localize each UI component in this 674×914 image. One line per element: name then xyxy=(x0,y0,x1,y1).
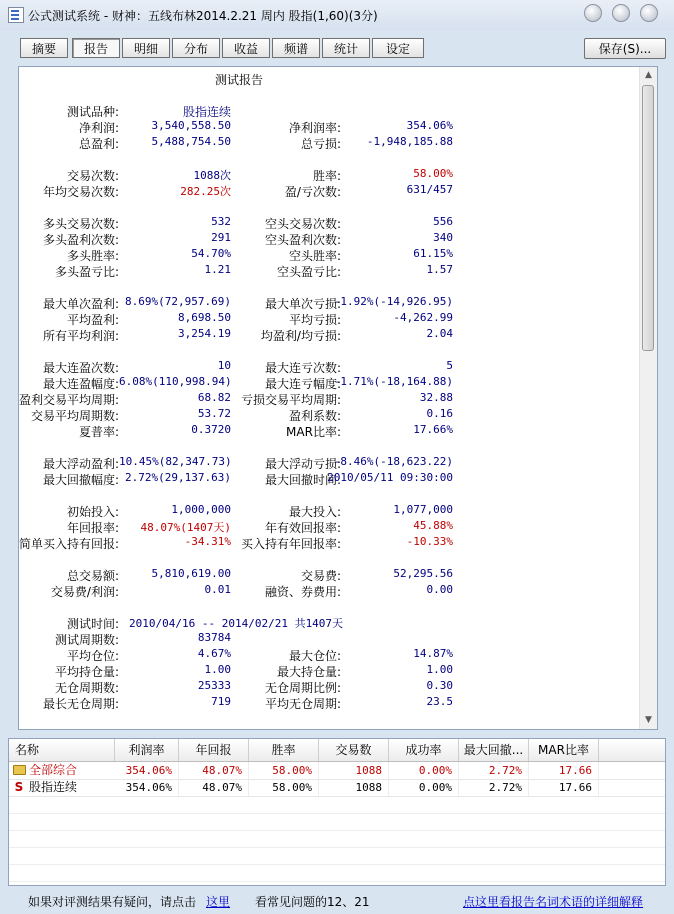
report-label: 交易费: xyxy=(300,569,341,583)
table-cell: 17.66 xyxy=(529,762,599,779)
report-label: 最大仓位: xyxy=(288,649,341,663)
report-value: 0.3720 xyxy=(191,423,231,436)
report-label: 多头交易次数: xyxy=(42,217,119,231)
report-label: 交易次数: xyxy=(66,169,119,183)
report-value: 61.15% xyxy=(413,247,453,260)
report-value: 0.00 xyxy=(426,583,453,596)
report-label: 平均仓位: xyxy=(66,649,119,663)
table-cell: 2.72% xyxy=(459,762,529,779)
report-label: 最大连亏次数: xyxy=(264,361,341,375)
report-value: 282.25次 xyxy=(180,185,231,198)
table-cell: 17.66 xyxy=(529,779,599,796)
report-value: 5 xyxy=(446,359,453,372)
report-value: 719 xyxy=(211,695,231,708)
report-label: 总盈利: xyxy=(78,137,119,151)
report-value: 10 xyxy=(217,359,231,372)
report-label: 均盈利/均亏损: xyxy=(260,329,341,343)
table-cell: 2.72% xyxy=(459,779,529,796)
report-value: 291 xyxy=(211,231,231,244)
table-cell: 0.00% xyxy=(389,762,459,779)
report-label: 简单买入持有回报: xyxy=(19,537,120,551)
table-cell: 354.06% xyxy=(115,779,179,796)
report-label: 最大投入: xyxy=(288,505,341,519)
report-label: 盈利系数: xyxy=(288,409,341,423)
report-value: 52,295.56 xyxy=(393,567,453,580)
grid-line xyxy=(9,813,665,814)
tab-summary[interactable]: 摘要 xyxy=(20,38,68,58)
report-label: 无仓周期数: xyxy=(54,681,119,695)
report-value: 17.66% xyxy=(413,423,453,436)
report-value: 5,810,619.00 xyxy=(151,567,231,580)
report-value: 2.04 xyxy=(426,327,453,340)
table-cell: 354.06% xyxy=(115,762,179,779)
here-link[interactable]: 这里 xyxy=(206,895,231,909)
report-value: 3,254.19 xyxy=(178,327,231,340)
report-value: 354.06% xyxy=(406,119,453,132)
save-button[interactable]: 保存(S)... xyxy=(584,38,666,59)
report-label: 最大回撤幅度: xyxy=(42,473,119,487)
report-value: 4.67% xyxy=(197,647,231,660)
row-name: 股指连续 xyxy=(29,780,78,794)
report-value: 1.00 xyxy=(426,663,453,676)
report-label: 净利润率: xyxy=(288,121,341,135)
report-value: -10.33% xyxy=(406,535,453,548)
table-cell: 48.07% xyxy=(179,762,249,779)
report-label: 最大连盈幅度: xyxy=(42,377,119,391)
report-value: 1.00 xyxy=(204,663,231,676)
report-value: 532 xyxy=(211,215,231,228)
report-label: 最大回撤时间: xyxy=(264,473,341,487)
report-label: 交易费/利润: xyxy=(50,585,119,599)
report-label: 最大单次亏损: xyxy=(264,297,341,311)
report-label: 测试品种: xyxy=(66,105,119,119)
report-label: 交易平均周期数: xyxy=(30,409,119,423)
report-label: 空头盈利次数: xyxy=(264,233,341,247)
report-title: 测试报告 xyxy=(214,73,263,87)
scroll-down-icon[interactable]: ▼ xyxy=(645,715,652,725)
col-success-rate[interactable]: 成功率 xyxy=(389,739,459,761)
report-value: 2010/05/11 09:30:00 xyxy=(327,471,453,484)
col-name[interactable]: 名称 xyxy=(9,739,115,761)
report-value: 23.5 xyxy=(426,695,453,708)
table-row[interactable] xyxy=(9,779,665,797)
report-label: 夏普率: xyxy=(78,425,119,439)
tab-distribution[interactable]: 分布 xyxy=(172,38,220,58)
report-value: 58.00% xyxy=(413,167,453,180)
report-label: 最长无仓周期: xyxy=(42,697,119,711)
table-cell: 1088 xyxy=(319,762,389,779)
report-label: 总交易额: xyxy=(66,569,119,583)
faq-text: 看常见问题的12、21 xyxy=(255,895,370,909)
report-label: 多头胜率: xyxy=(66,249,119,263)
report-label: 总亏损: xyxy=(300,137,341,151)
col-trades[interactable]: 交易数 xyxy=(319,739,389,761)
report-value: 2010/04/16 -- 2014/02/21 共1407天 xyxy=(129,617,344,630)
col-win-rate[interactable]: 胜率 xyxy=(249,739,319,761)
grid-line xyxy=(9,830,665,831)
title-bar xyxy=(0,0,674,30)
footer xyxy=(0,888,674,914)
report-value: -4,262.99 xyxy=(393,311,453,324)
report-value: -1,948,185.88 xyxy=(366,135,453,148)
report-value: 54.70% xyxy=(191,247,231,260)
report-value: 股指连续 xyxy=(182,105,231,119)
table-cell: 48.07% xyxy=(179,779,249,796)
table-cell: 0.00% xyxy=(389,779,459,796)
report-label: 初始投入: xyxy=(66,505,119,519)
grid-line xyxy=(9,847,665,848)
report-label: 盈/亏次数: xyxy=(284,185,341,199)
table-cell: 58.00% xyxy=(249,762,319,779)
report-value: 1.21 xyxy=(204,263,231,276)
report-value: 1088次 xyxy=(193,169,231,182)
tab-income[interactable]: 收益 xyxy=(222,38,270,58)
maximize-button[interactable] xyxy=(612,4,630,22)
report-label: 年均交易次数: xyxy=(42,185,119,199)
report-value: -8.46%(-18,623.22) xyxy=(333,455,453,468)
report-value: 45.88% xyxy=(413,519,453,532)
col-mar-ratio[interactable]: MAR比率 xyxy=(529,739,599,761)
report-value: 32.88 xyxy=(419,391,453,404)
report-label: 胜率: xyxy=(312,169,341,183)
report-value: 48.07%(1407天) xyxy=(140,521,231,534)
report-label: 无仓周期比例: xyxy=(264,681,341,695)
grid-header xyxy=(9,739,665,762)
footer-prompt: 如果对评测结果有疑问，请点击 xyxy=(28,895,197,909)
grid-line xyxy=(9,881,665,882)
report-label: 测试时间: xyxy=(66,617,119,631)
report-value: 83784 xyxy=(197,631,231,644)
app-icon xyxy=(8,7,24,23)
report-value: 340 xyxy=(433,231,453,244)
report-label: 空头盈亏比: xyxy=(276,265,341,279)
report-value: 1.57 xyxy=(426,263,453,276)
report-label: 多头盈亏比: xyxy=(54,265,119,279)
table-cell: 58.00% xyxy=(249,779,319,796)
report-label: 平均亏损: xyxy=(288,313,341,327)
report-value: 1,000,000 xyxy=(171,503,231,516)
report-panel xyxy=(18,66,658,730)
report-label: 平均盈利: xyxy=(66,313,119,327)
report-label: 多头盈利次数: xyxy=(42,233,119,247)
report-value: -1.71%(-18,164.88) xyxy=(333,375,453,388)
report-value: 2.72%(29,137.63) xyxy=(125,471,231,484)
report-label: 平均无仓周期: xyxy=(264,697,341,711)
report-value: 631/457 xyxy=(406,183,453,196)
report-label: 最大持仓量: xyxy=(276,665,341,679)
report-value: -1.92%(-14,926.95) xyxy=(333,295,453,308)
results-grid xyxy=(8,738,666,886)
table-row[interactable] xyxy=(9,762,665,780)
table-cell: 1088 xyxy=(319,779,389,796)
tab-settings[interactable]: 设定 xyxy=(372,38,424,58)
report-value: 68.82 xyxy=(197,391,231,404)
close-button[interactable] xyxy=(640,4,658,22)
report-value: -34.31% xyxy=(184,535,231,548)
tab-detail[interactable]: 明细 xyxy=(122,38,170,58)
report-label: 融资、券费用: xyxy=(264,585,341,599)
report-value: 0.01 xyxy=(204,583,231,596)
report-value: 53.72 xyxy=(197,407,231,420)
row-name: 全部综合 xyxy=(29,763,78,777)
report-label: 平均持仓量: xyxy=(54,665,119,679)
report-label: 亏损交易平均周期: xyxy=(240,393,341,407)
report-label: 最大连亏幅度: xyxy=(264,377,341,391)
report-label: 年回报率: xyxy=(66,521,119,535)
scroll-thumb[interactable] xyxy=(642,85,654,351)
report-value: 8.69%(72,957.69) xyxy=(125,295,231,308)
col-max-drawdown[interactable]: 最大回撤... xyxy=(459,739,529,761)
report-label: 最大浮动亏损: xyxy=(264,457,341,471)
glossary-link[interactable]: 点这里看报告名词术语的详细解释 xyxy=(463,895,644,909)
report-value: 10.45%(82,347.73) xyxy=(119,455,232,468)
minimize-button[interactable] xyxy=(584,4,602,22)
report-scrollbar[interactable] xyxy=(639,67,657,729)
report-value: 14.87% xyxy=(413,647,453,660)
folder-icon xyxy=(13,765,26,775)
tab-report[interactable]: 报告 xyxy=(72,38,120,58)
report-label: 年有效回报率: xyxy=(264,521,341,535)
report-label: 最大连盈次数: xyxy=(42,361,119,375)
scroll-up-icon[interactable]: ▲ xyxy=(645,70,652,80)
report-value: 8,698.50 xyxy=(178,311,231,324)
window-title: 公式测试系统 - 财神：五线布林2014.2.21 周内 股指(1,60)(3分) xyxy=(28,9,378,23)
report-label: 净利润: xyxy=(78,121,119,135)
grid-line xyxy=(9,864,665,865)
report-label: 空头胜率: xyxy=(288,249,341,263)
report-label: 最大浮动盈利: xyxy=(42,457,119,471)
report-value: 0.30 xyxy=(426,679,453,692)
s-icon: S xyxy=(14,780,24,794)
report-value: 0.16 xyxy=(426,407,453,420)
report-label: 盈利交易平均周期: xyxy=(19,393,120,407)
col-annual-return[interactable]: 年回报 xyxy=(179,739,249,761)
report-label: 空头交易次数: xyxy=(264,217,341,231)
report-label: MAR比率: xyxy=(286,425,341,439)
report-value: 6.08%(110,998.94) xyxy=(119,375,232,388)
col-profit-rate[interactable]: 利润率 xyxy=(115,739,179,761)
tab-statistics[interactable]: 统计 xyxy=(322,38,370,58)
report-value: 1,077,000 xyxy=(393,503,453,516)
report-label: 测试周期数: xyxy=(54,633,119,647)
report-label: 最大单次盈利: xyxy=(42,297,119,311)
report-value: 556 xyxy=(433,215,453,228)
report-label: 买入持有年回报率: xyxy=(240,537,341,551)
report-value: 25333 xyxy=(197,679,231,692)
tab-spectrum[interactable]: 频谱 xyxy=(272,38,320,58)
report-value: 5,488,754.50 xyxy=(151,135,231,148)
report-value: 3,540,558.50 xyxy=(151,119,231,132)
report-label: 所有平均利润: xyxy=(42,329,119,343)
